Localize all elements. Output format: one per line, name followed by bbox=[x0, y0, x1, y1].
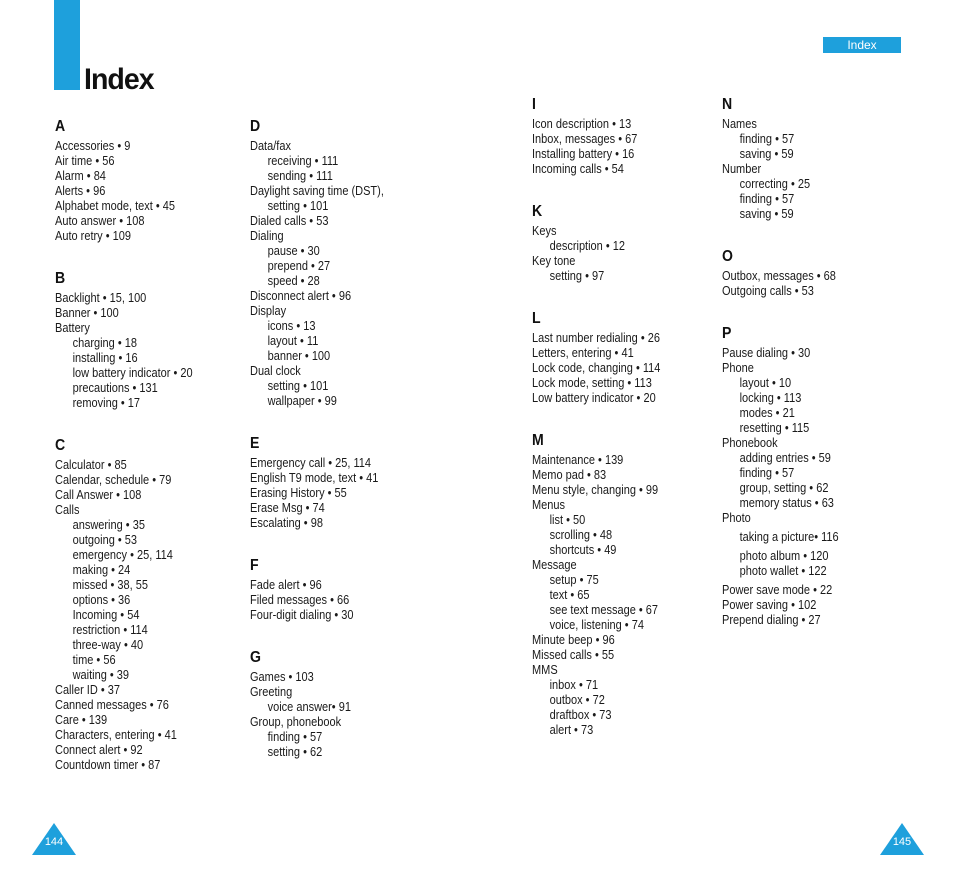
page-number-left-label: 144 bbox=[44, 836, 64, 848]
index-section-d bbox=[250, 118, 384, 409]
section-letter: O bbox=[722, 248, 733, 265]
index-subentry: Incoming • 54 bbox=[72, 608, 140, 622]
index-column-4 bbox=[722, 96, 839, 654]
index-subentry: draftbox • 73 bbox=[549, 708, 612, 722]
index-subentry: correcting • 25 bbox=[739, 177, 811, 191]
index-entry: Games • 103 bbox=[250, 670, 314, 684]
index-entry: Icon description • 13 bbox=[532, 117, 632, 131]
index-entry: Daylight saving time (DST), bbox=[250, 184, 384, 198]
index-section-o bbox=[722, 248, 839, 299]
section-letter: I bbox=[532, 96, 536, 113]
index-entry: Power saving • 102 bbox=[722, 598, 817, 612]
index-entry: Menu style, changing • 99 bbox=[532, 483, 659, 497]
index-entry: Data/fax bbox=[250, 139, 291, 153]
index-entry: Group, phonebook bbox=[250, 715, 342, 729]
index-subentry: alert • 73 bbox=[549, 723, 594, 737]
index-subentry: shortcuts • 49 bbox=[549, 543, 617, 557]
index-subentry: adding entries • 59 bbox=[739, 451, 831, 465]
index-subentry: removing • 17 bbox=[72, 396, 141, 410]
index-section-f bbox=[250, 557, 384, 623]
index-subentry: layout • 11 bbox=[267, 334, 319, 348]
index-entry: Calls bbox=[55, 503, 80, 517]
index-entry: Alphabet mode, text • 45 bbox=[55, 199, 176, 213]
index-subentry: setting • 62 bbox=[267, 745, 323, 759]
index-entry: Dialed calls • 53 bbox=[250, 214, 329, 228]
index-subentry: precautions • 131 bbox=[72, 381, 158, 395]
section-letter: N bbox=[722, 96, 733, 113]
index-subentry: charging • 18 bbox=[72, 336, 138, 350]
index-section-n bbox=[722, 96, 839, 222]
index-subentry: prepend • 27 bbox=[267, 259, 331, 273]
index-column-2 bbox=[250, 118, 384, 786]
section-letter: D bbox=[250, 118, 261, 135]
index-entry: Countdown timer • 87 bbox=[55, 758, 161, 772]
index-subentry: answering • 35 bbox=[72, 518, 145, 532]
index-subentry: finding • 57 bbox=[739, 466, 795, 480]
index-subentry: pause • 30 bbox=[267, 244, 320, 258]
index-subentry: resetting • 115 bbox=[739, 421, 810, 435]
index-entry: Fade alert • 96 bbox=[250, 578, 322, 592]
index-subentry: options • 36 bbox=[72, 593, 131, 607]
index-subentry: finding • 57 bbox=[739, 132, 795, 146]
index-subentry: setting • 97 bbox=[549, 269, 605, 283]
section-letter: M bbox=[532, 432, 544, 449]
index-subentry: waiting • 39 bbox=[72, 668, 130, 682]
index-entry: Letters, entering • 41 bbox=[532, 346, 634, 360]
index-entry: Four-digit dialing • 30 bbox=[250, 608, 354, 622]
index-entry: Last number redialing • 26 bbox=[532, 331, 660, 345]
index-subentry: voice answer• 91 bbox=[267, 700, 351, 714]
index-entry: Canned messages • 76 bbox=[55, 698, 169, 712]
index-entry: Number bbox=[722, 162, 762, 176]
index-section-b bbox=[55, 270, 193, 411]
index-entry: MMS bbox=[532, 663, 558, 677]
index-entry: Connect alert • 92 bbox=[55, 743, 143, 757]
section-letter: P bbox=[722, 325, 732, 342]
index-entry: Outbox, messages • 68 bbox=[722, 269, 836, 283]
index-subentry: sending • 111 bbox=[267, 169, 333, 183]
index-subentry: text • 65 bbox=[549, 588, 590, 602]
index-entry: Minute beep • 96 bbox=[532, 633, 615, 647]
index-entry: Names bbox=[722, 117, 757, 131]
index-entry: Battery bbox=[55, 321, 90, 335]
index-subentry: photo album • 120 bbox=[739, 549, 829, 563]
index-column-1 bbox=[55, 118, 193, 799]
index-subentry: time • 56 bbox=[72, 653, 116, 667]
index-entry: Auto retry • 109 bbox=[55, 229, 132, 243]
index-entry: Accessories • 9 bbox=[55, 139, 131, 153]
index-entry: Memo pad • 83 bbox=[532, 468, 607, 482]
index-subentry: photo wallet • 122 bbox=[739, 564, 827, 578]
index-subentry: restriction • 114 bbox=[72, 623, 148, 637]
index-entry: Phone bbox=[722, 361, 754, 375]
index-entry: Keys bbox=[532, 224, 557, 238]
index-subentry: setup • 75 bbox=[549, 573, 599, 587]
index-subentry: emergency • 25, 114 bbox=[72, 548, 173, 562]
index-entry: Maintenance • 139 bbox=[532, 453, 624, 467]
page-number-left bbox=[32, 823, 76, 855]
index-subentry: list • 50 bbox=[549, 513, 586, 527]
index-entry: Call Answer • 108 bbox=[55, 488, 142, 502]
index-subentry: inbox • 71 bbox=[549, 678, 599, 692]
page-number-right bbox=[880, 823, 924, 855]
section-letter: C bbox=[55, 437, 66, 454]
index-subentry: missed • 38, 55 bbox=[72, 578, 148, 592]
index-subentry: making • 24 bbox=[72, 563, 131, 577]
index-entry: Alerts • 96 bbox=[55, 184, 106, 198]
section-letter: B bbox=[55, 270, 66, 287]
index-entry: Menus bbox=[532, 498, 566, 512]
index-entry: Air time • 56 bbox=[55, 154, 115, 168]
index-column-3 bbox=[532, 96, 660, 764]
index-entry: Low battery indicator • 20 bbox=[532, 391, 656, 405]
index-entry: Key tone bbox=[532, 254, 576, 268]
title-accent-bar bbox=[54, 0, 80, 90]
index-section-l bbox=[532, 310, 660, 406]
index-subentry: saving • 59 bbox=[739, 207, 794, 221]
index-entry: Erase Msg • 74 bbox=[250, 501, 325, 515]
section-letter: F bbox=[250, 557, 259, 574]
index-section-e bbox=[250, 435, 384, 531]
index-entry: Caller ID • 37 bbox=[55, 683, 120, 697]
index-subentry: group, setting • 62 bbox=[739, 481, 829, 495]
index-entry: Installing battery • 16 bbox=[532, 147, 635, 161]
index-entry: Characters, entering • 41 bbox=[55, 728, 177, 742]
index-entry: Dual clock bbox=[250, 364, 301, 378]
index-subentry: low battery indicator • 20 bbox=[72, 366, 193, 380]
page-title: Index bbox=[84, 63, 154, 96]
index-subentry: banner • 100 bbox=[267, 349, 331, 363]
index-entry: Incoming calls • 54 bbox=[532, 162, 624, 176]
index-entry: Missed calls • 55 bbox=[532, 648, 615, 662]
section-letter: L bbox=[532, 310, 541, 327]
index-subentry: finding • 57 bbox=[267, 730, 323, 744]
index-subentry: modes • 21 bbox=[739, 406, 795, 420]
index-section-c bbox=[55, 437, 193, 773]
index-entry: Care • 139 bbox=[55, 713, 108, 727]
index-subentry: outgoing • 53 bbox=[72, 533, 138, 547]
index-entry: Escalating • 98 bbox=[250, 516, 323, 530]
index-entry: Erasing History • 55 bbox=[250, 486, 347, 500]
index-subentry: three-way • 40 bbox=[72, 638, 144, 652]
index-subentry: layout • 10 bbox=[739, 376, 792, 390]
index-entry: Power save mode • 22 bbox=[722, 583, 833, 597]
index-subentry: see text message • 67 bbox=[549, 603, 659, 617]
section-letter: A bbox=[55, 118, 66, 135]
index-subentry: memory status • 63 bbox=[739, 496, 834, 510]
index-entry: Message bbox=[532, 558, 577, 572]
section-letter: K bbox=[532, 203, 543, 220]
index-entry: English T9 mode, text • 41 bbox=[250, 471, 379, 485]
header-section-tag: Index bbox=[823, 37, 901, 53]
index-subentry: wallpaper • 99 bbox=[267, 394, 337, 408]
index-section-k bbox=[532, 203, 660, 284]
index-entry: Lock code, changing • 114 bbox=[532, 361, 661, 375]
index-subentry: icons • 13 bbox=[267, 319, 316, 333]
index-entry: Lock mode, setting • 113 bbox=[532, 376, 652, 390]
index-subentry: voice, listening • 74 bbox=[549, 618, 644, 632]
index-entry: Dialing bbox=[250, 229, 284, 243]
index-entry: Auto answer • 108 bbox=[55, 214, 145, 228]
index-subentry: setting • 101 bbox=[267, 379, 329, 393]
index-entry: Greeting bbox=[250, 685, 293, 699]
index-subentry: setting • 101 bbox=[267, 199, 329, 213]
index-subentry: outbox • 72 bbox=[549, 693, 605, 707]
index-subentry: speed • 28 bbox=[267, 274, 320, 288]
index-entry: Prepend dialing • 27 bbox=[722, 613, 821, 627]
index-subentry: finding • 57 bbox=[739, 192, 795, 206]
index-entry: Display bbox=[250, 304, 287, 318]
index-section-a bbox=[55, 118, 193, 244]
index-entry: Inbox, messages • 67 bbox=[532, 132, 638, 146]
index-entry: Phonebook bbox=[722, 436, 778, 450]
index-entry: Alarm • 84 bbox=[55, 169, 106, 183]
index-entry: Backlight • 15, 100 bbox=[55, 291, 147, 305]
index-subentry: locking • 113 bbox=[739, 391, 802, 405]
index-entry: Pause dialing • 30 bbox=[722, 346, 811, 360]
index-subentry: taking a picture• 116 bbox=[739, 530, 839, 544]
section-letter: E bbox=[250, 435, 260, 452]
index-subentry: receiving • 111 bbox=[267, 154, 339, 168]
section-letter: G bbox=[250, 649, 261, 666]
index-section-g bbox=[250, 649, 384, 760]
index-entry: Calculator • 85 bbox=[55, 458, 127, 472]
index-entry: Banner • 100 bbox=[55, 306, 119, 320]
index-subentry: installing • 16 bbox=[72, 351, 138, 365]
index-entry: Filed messages • 66 bbox=[250, 593, 350, 607]
index-entry: Outgoing calls • 53 bbox=[722, 284, 814, 298]
index-subentry: scrolling • 48 bbox=[549, 528, 613, 542]
page-number-right-label: 145 bbox=[892, 836, 912, 848]
index-section-p bbox=[722, 325, 839, 628]
index-subentry: description • 12 bbox=[549, 239, 626, 253]
index-entry: Calendar, schedule • 79 bbox=[55, 473, 172, 487]
index-section-i bbox=[532, 96, 660, 177]
index-entry: Photo bbox=[722, 511, 751, 525]
index-entry: Disconnect alert • 96 bbox=[250, 289, 352, 303]
index-entry: Emergency call • 25, 114 bbox=[250, 456, 372, 470]
index-section-m bbox=[532, 432, 660, 738]
index-subentry: saving • 59 bbox=[739, 147, 794, 161]
